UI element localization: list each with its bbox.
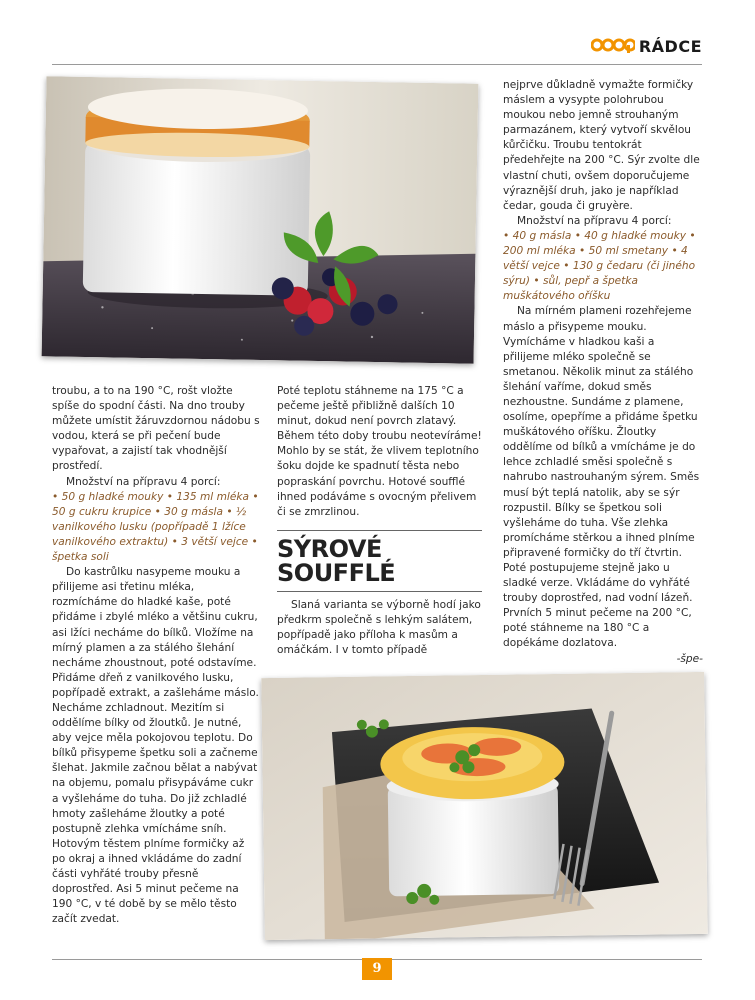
- radce-label: RÁDCE: [638, 36, 702, 56]
- heading-top-rule: [277, 530, 482, 531]
- cheese-intro: Slaná varianta se výborně hodí jako předkrm společně s lehkým salátem, popřípadě jako příloha k masům a omáčkám. I v tomto případě: [277, 599, 481, 657]
- sweet-souffle-photo: [42, 76, 479, 363]
- cheese-ingredients: • 40 g másla • 40 g hladké mouky • 200 ml mléka • 50 ml smetany • 4 větší vejce • 130 g čedaru (či jiného sýru) • sůl, pepř a špetka muškátového oříšku: [503, 229, 696, 303]
- sweet-method: Do kastrůlku nasypeme mouku a přilijeme asi třetinu mléka, rozmícháme do hladké kaše, poté přidáme i zbylé mléko a většinu cukru, asi lžíci necháme do bílků. Vložíme na mírný plamen a za stálého šlehání necháme zhoustnout, poté odstavíme. Přidáme dřeň z vanilkového lusku, popřípadě extrakt, a zašleháme máslo. Necháme zchladnout. Mezitím si oddělíme bílky od žloutků. Je nutné, aby vejce měla pokojovou teplotu. Do bílků přisypeme špetku soli a začneme šlehat. Jakmile začnou bělat a nabývat na objemu, pomalu přisypáváme cukr a vyšleháme do tuha. Do již zchladlé hmoty zašleháme žloutky a poté postupně zlehka vmícháme sníh. Hotovým těstem plníme formičky až po okraj a ihned vkládáme do zadní části vyhřáté trouby přesně doprostřed. Asi 5 minut pečeme na 190 °C, v té době by se mělo těsto začít zvedat.: [52, 566, 259, 926]
- coop-radce-logo: [591, 34, 702, 58]
- cheese-souffle-heading: [277, 530, 482, 592]
- cheese-servings-label: Množství na přípravu 4 porcí:: [517, 214, 672, 227]
- section-title: [277, 537, 482, 585]
- cheese-souffle-photo: [261, 672, 708, 940]
- heading-bottom-rule: [277, 591, 482, 592]
- middle-column-paragraph-1: Poté teplotu stáhneme na 175 °C a pečeme ještě přibližně dalších 10 minut, dokud není povrch zlatavý. Během této doby troubu neotevíráme! Mohlo by se stát, že vlivem teplotního šoku dojde ke spadnutí těsta nebo popraskání povrchu. Hotové soufflé ihned podáváme s ovocným přelivem či se zmrzlinou.: [277, 385, 482, 518]
- middle-column: [277, 384, 482, 520]
- left-column: [52, 384, 260, 927]
- page-number: 9: [362, 958, 392, 980]
- left-column-paragraph-1: troubu, a to na 190 °C, rošt vložte spíše do spodní části. Na dno trouby můžete umístit žáruvzdornou nádobu s vodou, která se při pečení bude vypařovat, a zajistí tak vhodnější prostředí.: [52, 385, 260, 473]
- right-column-paragraph-1: nejprve důkladně vymažte formičky máslem a vysypte polohrubou moukou nebo jemně strouhaným parmazánem, který vytvoří skvělou kůrčičku. Troubu tentokrát předehřejte na 200 °C. Sýr zvolte dle vlastní chuti, ovšem doporučujeme výraznější druh, jako je například čedar, gouda či gruyère.: [503, 79, 700, 212]
- header-rule: [52, 64, 702, 65]
- sweet-servings-label: Množství na přípravu 4 porcí:: [66, 475, 221, 488]
- section-title-line-1: SÝROVÉ: [277, 535, 382, 563]
- coop-logo-icon: [591, 35, 635, 53]
- cheese-method: Na mírném plameni rozehřejeme máslo a přisypeme mouku. Vymícháme v hladkou kaši a přilijeme mléko společně se smetanou. Několik minut za stálého šlehání vaříme, dokud směs nezhoustne. Sundáme z plamene, osolíme, opepříme a přidáme špetku muškátového oříšku. Žloutky oddělíme od bílků a vmícháme je do lehce zchladlé směsi společně s nahrubo nastrouhaným sýrem. Směs musí být teplá natolik, aby se sýr rozpustil. Bílky se špetkou soli vyšleháme do tuha. Vše zlehka promícháme stěrkou a ihned plníme připravené formičky do tří čtvrtin. Poté postupujeme stejně jako u sladké verze. Vkládáme do vyhřáté trouby doprostřed, nad vodní lázeň. Prvních 5 minut pečeme na 200 °C, poté stáhneme na 180 °C a dopékáme dozlatova.: [503, 305, 700, 650]
- middle-column-lower: [277, 598, 482, 658]
- sweet-ingredients: • 50 g hladké mouky • 135 ml mléka • 50 g cukru krupice • 30 g másla • ½ vanilkového lusku (popřípadě 1 lžíce vanilkového extraktu) • 3 větší vejce • špetka soli: [52, 490, 259, 564]
- coop-logo-text: [591, 35, 635, 58]
- page-header: [52, 30, 702, 66]
- section-title-line-2: SOUFFLÉ: [277, 559, 396, 587]
- author-signature: -špe-: [676, 652, 703, 665]
- right-column: [503, 78, 703, 667]
- page-footer: [52, 958, 702, 984]
